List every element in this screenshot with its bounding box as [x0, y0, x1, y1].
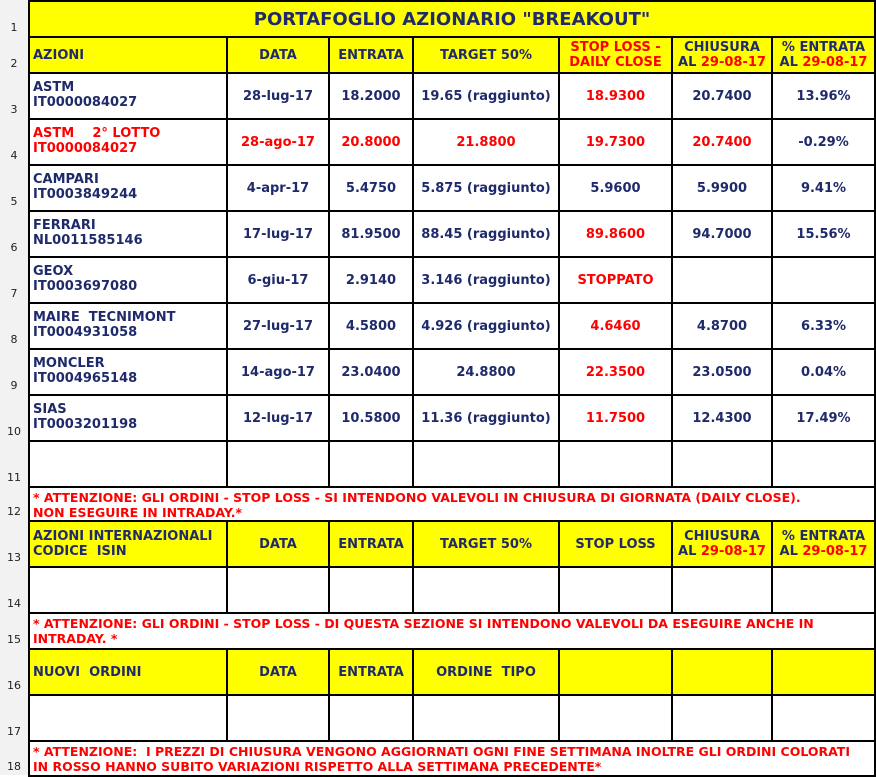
target-cell[interactable]: 19.65 (raggiunto) — [413, 73, 559, 119]
target-cell[interactable]: 24.8800 — [413, 349, 559, 395]
note-daily-close-line2: NON ESEGUIRE IN INTRADAY.* — [33, 505, 243, 520]
header-stop-loss-line2: DAILY CLOSE — [569, 55, 662, 70]
stock-isin: IT0000084027 — [33, 95, 138, 110]
close-cell[interactable]: 4.8700 — [672, 303, 772, 349]
row-header-4[interactable] — [0, 118, 28, 164]
intl-header-entrata-pct-date: 29-08-17 — [802, 544, 868, 559]
stock-isin: IT0003201198 — [33, 417, 138, 432]
row-number: 4 — [10, 149, 18, 162]
row-header-11[interactable] — [0, 440, 28, 486]
row-number: 13 — [7, 551, 21, 564]
header-chiusura-prefix: AL — [678, 55, 701, 70]
empty-cell[interactable] — [227, 567, 329, 613]
header-stop-loss-line1: STOP LOSS - — [570, 40, 661, 55]
row-number: 11 — [7, 471, 21, 484]
row-number: 3 — [10, 103, 18, 116]
row-header-8[interactable] — [0, 302, 28, 348]
close-cell[interactable] — [672, 257, 772, 303]
row-number: 5 — [10, 195, 18, 208]
empty-cell[interactable] — [772, 649, 875, 695]
stock-isin: IT0003697080 — [33, 279, 138, 294]
target-cell[interactable]: 3.146 (raggiunto) — [413, 257, 559, 303]
empty-cell[interactable] — [559, 567, 672, 613]
stop-cell[interactable]: 5.9600 — [559, 165, 672, 211]
empty-cell[interactable] — [413, 567, 559, 613]
row-header-5[interactable] — [0, 164, 28, 210]
row-header-10[interactable] — [0, 394, 28, 440]
portfolio-table — [28, 0, 876, 777]
header-target[interactable]: TARGET 50% — [413, 37, 559, 73]
empty-cell[interactable] — [329, 567, 413, 613]
empty-cell[interactable] — [772, 441, 875, 487]
target-cell[interactable]: 5.875 (raggiunto) — [413, 165, 559, 211]
header-data[interactable]: DATA — [227, 37, 329, 73]
empty-cell[interactable] — [227, 695, 329, 741]
row-number: 15 — [7, 633, 21, 646]
empty-cell[interactable] — [672, 567, 772, 613]
empty-cell[interactable] — [672, 695, 772, 741]
row-header-18[interactable] — [0, 740, 28, 775]
pct-cell[interactable]: 0.04% — [772, 349, 875, 395]
stock-name: ASTM 2° LOTTO — [33, 126, 161, 141]
header-row — [29, 37, 875, 73]
intl-header-entrata[interactable]: ENTRATA — [329, 521, 413, 567]
table-row — [29, 257, 875, 303]
empty-cell[interactable] — [559, 649, 672, 695]
sheet-title[interactable]: PORTAFOGLIO AZIONARIO "BREAKOUT" — [29, 1, 875, 37]
header-chiusura[interactable] — [672, 37, 772, 73]
row-header-3[interactable] — [0, 72, 28, 118]
stock-cell[interactable] — [29, 119, 227, 165]
date-cell[interactable]: 12-lug-17 — [227, 395, 329, 441]
empty-cell[interactable] — [672, 441, 772, 487]
table-row — [29, 211, 875, 257]
stock-cell[interactable] — [29, 211, 227, 257]
row-header-14[interactable] — [0, 566, 28, 612]
pct-cell[interactable]: 9.41% — [772, 165, 875, 211]
row-number: 6 — [10, 241, 18, 254]
entry-cell[interactable]: 4.5800 — [329, 303, 413, 349]
row-header-13[interactable] — [0, 520, 28, 566]
stock-name: SIAS — [33, 402, 67, 417]
entry-cell[interactable]: 18.2000 — [329, 73, 413, 119]
empty-row — [29, 695, 875, 741]
stock-cell[interactable] — [29, 73, 227, 119]
entry-cell[interactable]: 81.9500 — [329, 211, 413, 257]
date-cell[interactable]: 4-apr-17 — [227, 165, 329, 211]
header-entrata[interactable]: ENTRATA — [329, 37, 413, 73]
row-number: 2 — [10, 57, 18, 70]
orders-header-nuovi[interactable]: NUOVI ORDINI — [29, 649, 227, 695]
intl-header-azioni-line1: AZIONI INTERNAZIONALI — [33, 529, 213, 544]
row-number: 8 — [10, 333, 18, 346]
date-cell[interactable]: 28-ago-17 — [227, 119, 329, 165]
header-entrata-pct-date: 29-08-17 — [802, 55, 868, 70]
row-header-1[interactable] — [0, 0, 28, 36]
intl-header-entrata-pct[interactable] — [772, 521, 875, 567]
close-cell[interactable]: 12.4300 — [672, 395, 772, 441]
row-number: 17 — [7, 725, 21, 738]
stock-name: MONCLER — [33, 356, 105, 371]
table-row — [29, 73, 875, 119]
pct-cell[interactable]: 13.96% — [772, 73, 875, 119]
row-header-16[interactable] — [0, 648, 28, 694]
orders-header-tipo[interactable]: ORDINE TIPO — [413, 649, 559, 695]
entry-cell[interactable]: 2.9140 — [329, 257, 413, 303]
note-weekly-update-line1: * ATTENZIONE: I PREZZI DI CHIUSURA VENGONO AGGIORNATI OGNI FINE SETTIMANA INOLTRE GLI ORDINI COLORATI — [33, 744, 850, 759]
empty-cell[interactable] — [29, 695, 227, 741]
close-cell[interactable]: 20.7400 — [672, 73, 772, 119]
row-number: 18 — [7, 760, 21, 773]
intl-header-entrata-pct-prefix: AL — [779, 544, 803, 559]
empty-cell[interactable] — [29, 567, 227, 613]
intl-header-chiusura-prefix: AL — [678, 544, 701, 559]
table-row — [29, 303, 875, 349]
note-intraday[interactable] — [29, 613, 875, 649]
stock-cell[interactable] — [29, 257, 227, 303]
row-number: 16 — [7, 679, 21, 692]
stock-isin: IT0004965148 — [33, 371, 138, 386]
target-cell[interactable]: 88.45 (raggiunto) — [413, 211, 559, 257]
close-cell[interactable]: 94.7000 — [672, 211, 772, 257]
empty-cell[interactable] — [329, 695, 413, 741]
entry-cell[interactable]: 20.8000 — [329, 119, 413, 165]
row-header-9[interactable] — [0, 348, 28, 394]
stock-name: CAMPARI — [33, 172, 99, 187]
entry-cell[interactable]: 5.4750 — [329, 165, 413, 211]
intl-header-chiusura-date: 29-08-17 — [700, 544, 766, 559]
stock-name: MAIRE TECNIMONT — [33, 310, 176, 325]
stock-name: FERRARI — [33, 218, 96, 233]
orders-header-entrata[interactable]: ENTRATA — [329, 649, 413, 695]
note-intraday-line2: INTRADAY. * — [33, 631, 118, 646]
stock-isin: IT0000084027 — [33, 141, 138, 156]
pct-cell[interactable]: 15.56% — [772, 211, 875, 257]
target-cell[interactable]: 11.36 (raggiunto) — [413, 395, 559, 441]
row-header-15[interactable] — [0, 612, 28, 648]
header-chiusura-line1: CHIUSURA — [684, 40, 760, 55]
row-number: 1 — [10, 21, 18, 34]
table-row — [29, 119, 875, 165]
intl-header-chiusura-line1: CHIUSURA — [684, 529, 760, 544]
pct-cell[interactable]: 17.49% — [772, 395, 875, 441]
stock-name: GEOX — [33, 264, 74, 279]
empty-cell[interactable] — [227, 441, 329, 487]
intl-header-target[interactable]: TARGET 50% — [413, 521, 559, 567]
date-cell[interactable]: 27-lug-17 — [227, 303, 329, 349]
empty-cell[interactable] — [772, 567, 875, 613]
table-row — [29, 165, 875, 211]
stop-cell[interactable]: 18.9300 — [559, 73, 672, 119]
header-stop-loss[interactable] — [559, 37, 672, 73]
row-header-12[interactable] — [0, 486, 28, 520]
row-number: 14 — [7, 597, 21, 610]
entry-cell[interactable]: 10.5800 — [329, 395, 413, 441]
close-cell[interactable]: 5.9900 — [672, 165, 772, 211]
table-row — [29, 395, 875, 441]
pct-cell[interactable]: 6.33% — [772, 303, 875, 349]
empty-row — [29, 441, 875, 487]
note-weekly-update-line2: IN ROSSO HANNO SUBITO VARIAZIONI RISPETTO ALLA SETTIMANA PRECEDENTE* — [33, 759, 602, 774]
stock-isin: IT0004931058 — [33, 325, 138, 340]
stock-isin: NL0011585146 — [33, 233, 143, 248]
intl-header-azioni-line2: CODICE ISIN — [33, 544, 127, 559]
intl-header-data[interactable]: DATA — [227, 521, 329, 567]
orders-header-data[interactable]: DATA — [227, 649, 329, 695]
row-header-2[interactable] — [0, 36, 28, 72]
note-daily-close[interactable] — [29, 487, 875, 521]
orders-header-row — [29, 649, 875, 695]
close-cell[interactable]: 20.7400 — [672, 119, 772, 165]
row-number: 10 — [7, 425, 21, 438]
row-header-7[interactable] — [0, 256, 28, 302]
empty-cell[interactable] — [772, 695, 875, 741]
empty-cell[interactable] — [559, 441, 672, 487]
stop-cell[interactable]: 19.7300 — [559, 119, 672, 165]
header-entrata-pct-prefix: AL — [779, 55, 803, 70]
date-cell[interactable]: 6-giu-17 — [227, 257, 329, 303]
date-cell[interactable]: 17-lug-17 — [227, 211, 329, 257]
table-row — [29, 349, 875, 395]
empty-cell[interactable] — [672, 649, 772, 695]
target-cell[interactable]: 21.8800 — [413, 119, 559, 165]
close-cell[interactable]: 23.0500 — [672, 349, 772, 395]
stop-cell[interactable]: 89.8600 — [559, 211, 672, 257]
date-cell[interactable]: 28-lug-17 — [227, 73, 329, 119]
row-header-17[interactable] — [0, 694, 28, 740]
stock-cell[interactable] — [29, 349, 227, 395]
note-intraday-line1: * ATTENZIONE: GLI ORDINI - STOP LOSS - DI QUESTA SEZIONE SI INTENDONO VALEVOLI DA ESEGUIRE ANCHE IN — [33, 616, 814, 631]
header-entrata-pct-line1: % ENTRATA — [781, 40, 866, 55]
empty-cell[interactable] — [559, 695, 672, 741]
row-number: 12 — [7, 505, 21, 518]
header-azioni[interactable]: AZIONI — [29, 37, 227, 73]
intl-header-row — [29, 521, 875, 567]
intl-header-stop[interactable]: STOP LOSS — [559, 521, 672, 567]
row-number: 7 — [10, 287, 18, 300]
stock-cell[interactable] — [29, 303, 227, 349]
row-number: 9 — [10, 379, 18, 392]
empty-cell[interactable] — [29, 441, 227, 487]
stop-cell[interactable]: 11.7500 — [559, 395, 672, 441]
stop-cell[interactable]: 4.6460 — [559, 303, 672, 349]
empty-cell[interactable] — [413, 441, 559, 487]
intl-header-chiusura[interactable] — [672, 521, 772, 567]
target-cell[interactable]: 4.926 (raggiunto) — [413, 303, 559, 349]
pct-cell[interactable]: -0.29% — [772, 119, 875, 165]
intl-header-entrata-pct-line1: % ENTRATA — [781, 529, 866, 544]
empty-cell[interactable] — [413, 695, 559, 741]
entry-cell[interactable]: 23.0400 — [329, 349, 413, 395]
header-entrata-pct[interactable] — [772, 37, 875, 73]
stop-cell[interactable]: STOPPATO — [559, 257, 672, 303]
stock-cell[interactable] — [29, 395, 227, 441]
empty-cell[interactable] — [329, 441, 413, 487]
row-header-6[interactable] — [0, 210, 28, 256]
date-cell[interactable]: 14-ago-17 — [227, 349, 329, 395]
stock-isin: IT0003849244 — [33, 187, 138, 202]
empty-row — [29, 567, 875, 613]
intl-header-azioni[interactable] — [29, 521, 227, 567]
stop-cell[interactable]: 22.3500 — [559, 349, 672, 395]
stock-name: ASTM — [33, 80, 75, 95]
header-chiusura-date: 29-08-17 — [700, 55, 766, 70]
stock-cell[interactable] — [29, 165, 227, 211]
note-weekly-update[interactable] — [29, 741, 875, 776]
pct-cell[interactable] — [772, 257, 875, 303]
note-daily-close-line1: * ATTENZIONE: GLI ORDINI - STOP LOSS - SI INTENDONO VALEVOLI IN CHIUSURA DI GIORNATA (DAILY CLOSE). — [33, 490, 801, 505]
